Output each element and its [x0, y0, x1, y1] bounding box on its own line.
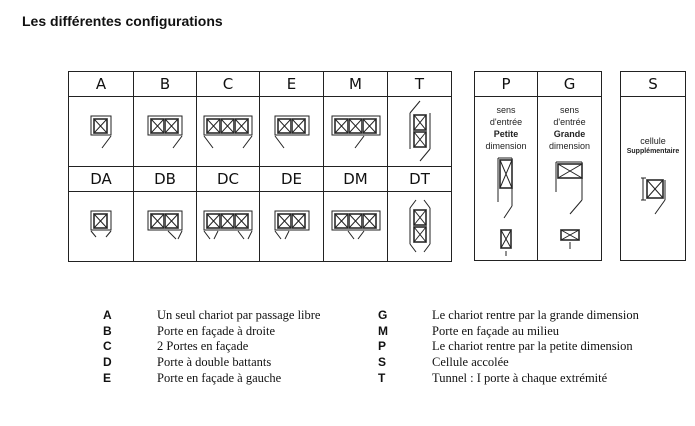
legend-text: Porte en façade à gauche [157, 370, 282, 385]
config-B-diagram [135, 98, 195, 166]
legend-key: C [103, 339, 112, 354]
page-title: Les différentes configurations [22, 13, 223, 29]
config-T-diagram [390, 98, 450, 166]
P-description [475, 104, 537, 152]
legend-key: P [378, 339, 387, 354]
legend-text: Un seul chariot par passage libre [157, 308, 321, 322]
desc-line: dimension [485, 141, 527, 151]
config-DM-diagram [326, 193, 386, 261]
extra-cell-table [620, 71, 686, 261]
header-S: S [621, 72, 686, 97]
header-M: M [324, 72, 388, 97]
config-M-diagram [326, 98, 386, 166]
legend-key: G [378, 308, 388, 322]
config-DB-diagram [135, 193, 195, 261]
header-DE: DE [260, 167, 324, 192]
desc-line: d'entrée [489, 117, 523, 127]
header-A: A [69, 72, 134, 97]
config-DT-diagram [390, 193, 450, 261]
config-DA-diagram [71, 193, 131, 261]
config-DE-diagram [262, 193, 322, 261]
legend-text: Le chariot rentre par la grande dimension [432, 308, 639, 322]
header-P: P [475, 72, 538, 97]
header-E: E [260, 72, 324, 97]
config-DC-diagram [198, 193, 258, 261]
legend-key: B [103, 323, 112, 338]
S-description [621, 135, 685, 156]
desc-line: Petite [493, 129, 519, 139]
legend-text: Le chariot rentre par la petite dimension [432, 339, 633, 354]
desc-line: sens [559, 105, 579, 115]
desc-line: sens [496, 105, 516, 115]
legend-text: Porte à double battants [157, 355, 272, 370]
legend-key: D [103, 355, 112, 370]
config-C-diagram [198, 98, 258, 166]
header-C: C [197, 72, 260, 97]
header-DA: DA [69, 167, 134, 192]
header-T: T [388, 72, 452, 97]
config-A-diagram [71, 98, 131, 166]
header-DC: DC [197, 167, 260, 192]
config-P-diagram [476, 152, 536, 257]
legend-key: E [103, 370, 112, 385]
legend-key: S [378, 355, 387, 370]
config-G-diagram [540, 152, 600, 257]
legend-key: M [378, 323, 388, 338]
header-DB: DB [134, 167, 197, 192]
legend-text: Cellule accolée [432, 355, 509, 370]
desc-line: Grande [553, 129, 586, 139]
header-DT: DT [388, 167, 452, 192]
config-S-diagram [623, 156, 683, 236]
desc-line: dimension [548, 141, 591, 151]
configurations-table [68, 71, 452, 262]
desc-line: cellule [640, 136, 666, 146]
config-E-diagram [262, 98, 322, 166]
desc-line: d'entrée [553, 117, 586, 127]
legend-text: 2 Portes en façade [157, 339, 249, 354]
legend-text: Tunnel : I porte à chaque extrémité [432, 370, 608, 385]
desc-line: Supplémentaire [626, 148, 680, 155]
header-G: G [538, 72, 602, 97]
legend-text: Porte en façade au milieu [432, 323, 560, 338]
legend-key: A [103, 308, 112, 322]
legend-key: T [378, 370, 386, 385]
legend-text: Porte en façade à droite [157, 323, 275, 338]
header-DM: DM [324, 167, 388, 192]
entry-direction-table [474, 71, 602, 261]
G-description [538, 104, 601, 152]
header-B: B [134, 72, 197, 97]
